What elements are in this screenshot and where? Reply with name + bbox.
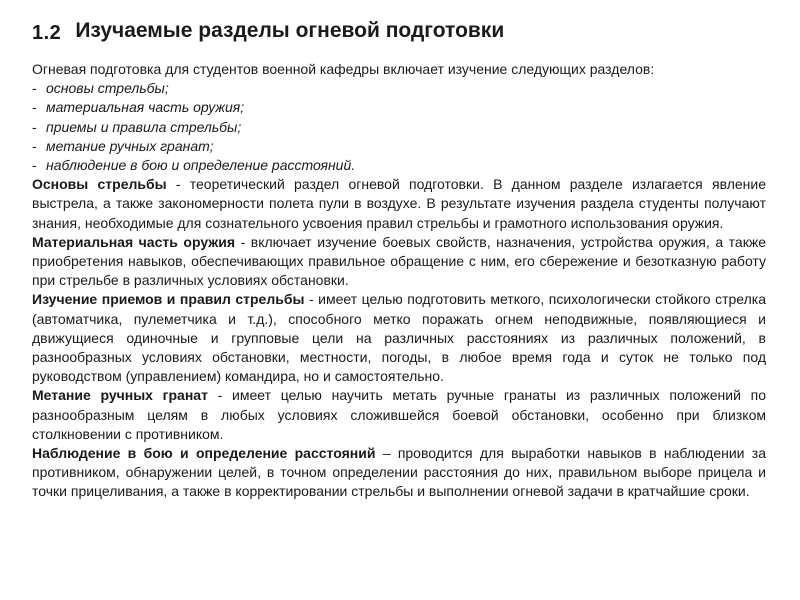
list-item-text: материальная часть оружия; <box>46 99 245 116</box>
section-observation-ranging <box>32 444 766 502</box>
section-weapon-materiel <box>32 233 766 291</box>
list-item-text: основы стрельбы; <box>46 80 169 97</box>
section-text: - включает изучение боевых свойств, назначения, устройства оружия, а также приобретения навыков, обеспечивающих правильное обращение с ним, его сбережение и безотказную работу при стрельбе в различных условиях обстановки. <box>32 233 766 289</box>
list-dash: - <box>32 99 37 116</box>
slide-header <box>32 14 504 48</box>
page-title: Изучаемые разделы огневой подготовки <box>75 19 505 42</box>
intro-text: Огневая подготовка для студентов военной кафедры включает изучение следующих разделов: <box>32 61 655 77</box>
section-basics-of-shooting <box>32 175 766 233</box>
section-text: - теоретический раздел огневой подготовки. В данном разделе излагается явление выстрела, а также закономерности полета пули в воздухе. В результате изучения раздела студенты получают знания, необходимые для сознательного усвоения правил стрельбы и грамотного использования оружия. <box>32 176 766 231</box>
section-text: – проводится для выработки навыков в наблюдении за противником, обнаружении целей, в точном определении расстояния до них, правильном выборе прицела и точки прицеливания, а также в корректировании стрельбы и выполнении огневой задачи в кратчайшие сроки. <box>32 445 766 500</box>
section-text: - имеет целью научить метать ручные гранаты из различных положений по разнообразным целям в любых условиях сложившейся боевой обстановки, особенно при близком столкновении с противником. <box>32 387 767 442</box>
section-term: Основы стрельбы <box>32 176 167 193</box>
list-item-text: приемы и правила стрельбы; <box>46 118 242 135</box>
section-term: Изучение приемов и правил стрельбы <box>32 291 305 308</box>
list-item <box>32 79 766 98</box>
section-grenade-throwing <box>32 386 766 444</box>
list-item <box>32 118 766 137</box>
list-dash: - <box>32 157 37 174</box>
topic-list <box>32 79 766 175</box>
list-item <box>32 98 766 117</box>
list-item-text: наблюдение в бою и определение расстояний. <box>46 157 356 174</box>
list-item-text: метание ручных гранат; <box>46 137 214 154</box>
list-item <box>32 156 766 175</box>
section-text: - имеет целью подготовить меткого, психологически стойкого стрелка (автоматчика, пулеметчика и т.д.), способного метко поражать огнем неподвижные, появляющиеся и движущиеся одиночные и групповые цели на различных расстояниях из различных положений, в разнообразных условиях обстановки, местности, погоды, в любое время года и суток не только под руководством (управлением) командира, но и самостоятельно. <box>32 291 767 385</box>
list-dash: - <box>32 80 37 97</box>
section-term: Метание ручных гранат <box>32 387 208 404</box>
list-dash: - <box>32 118 37 135</box>
slide-body <box>32 60 766 502</box>
section-number: 1.2 <box>32 21 62 44</box>
section-shooting-techniques <box>32 290 766 386</box>
section-term: Наблюдение в бою и определение расстояний <box>32 445 376 462</box>
section-term: Материальная часть оружия <box>32 233 235 250</box>
list-item <box>32 137 766 156</box>
list-dash: - <box>32 137 37 154</box>
